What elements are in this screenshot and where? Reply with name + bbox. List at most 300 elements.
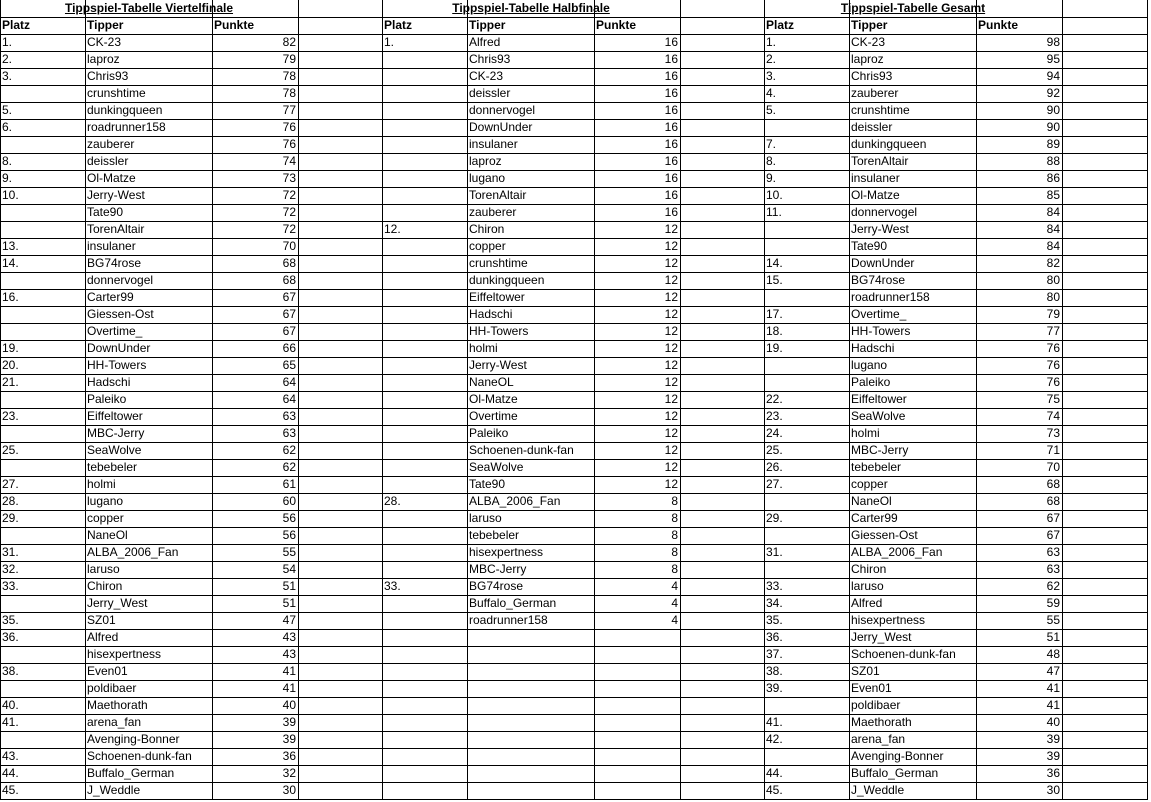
rank-cell: 43. — [2, 749, 19, 763]
tipper-cell: lugano — [87, 494, 124, 508]
tipper-cell: SeaWolve — [87, 443, 142, 457]
rank-cell — [382, 68, 467, 85]
rank-cell: 44. — [2, 766, 19, 780]
points-cell: 39 — [1046, 732, 1060, 746]
points-cell: 80 — [1046, 290, 1060, 304]
rank-cell — [0, 391, 85, 408]
tipper-cell: Hadschi — [851, 341, 895, 355]
points-cell: 8 — [671, 511, 678, 525]
points-cell: 68 — [1046, 494, 1060, 508]
rank-cell: 11. — [766, 205, 782, 219]
rank-cell — [764, 289, 849, 306]
points-cell: 84 — [1046, 222, 1060, 236]
points-cell: 12 — [664, 256, 678, 270]
table-title: Tippspiel-Tabelle Gesamt — [840, 1, 986, 15]
points-cell: 94 — [1046, 69, 1060, 83]
points-cell: 12 — [664, 375, 678, 389]
column-header-tipper: Tipper — [469, 18, 506, 32]
tipper-cell: deissler — [469, 86, 511, 100]
tipper-cell: MBC-Jerry — [851, 443, 909, 457]
tipper-cell: Chiron — [469, 222, 505, 236]
column-header-punkte: Punkte — [214, 18, 255, 32]
points-cell: 16 — [664, 171, 678, 185]
points-cell: 32 — [282, 766, 296, 780]
tipper-cell: Tate90 — [87, 205, 124, 219]
rank-cell — [382, 340, 467, 357]
tipper-cell: HH-Towers — [469, 324, 529, 338]
points-cell: 12 — [664, 324, 678, 338]
points-cell: 73 — [1046, 426, 1060, 440]
tipper-cell: ALBA_2006_Fan — [87, 545, 179, 559]
rank-cell: 23. — [2, 409, 19, 423]
rank-cell: 19. — [766, 341, 783, 355]
points-cell: 82 — [1046, 256, 1060, 270]
points-cell: 82 — [282, 35, 296, 49]
points-cell: 16 — [664, 154, 678, 168]
points-cell: 88 — [1046, 154, 1060, 168]
tipper-cell: tebebeler — [469, 528, 520, 542]
points-cell: 41 — [282, 681, 296, 695]
rank-cell — [382, 595, 467, 612]
rank-cell: 9. — [766, 171, 777, 185]
tipper-cell: BG74rose — [469, 579, 524, 593]
points-cell: 12 — [664, 222, 678, 236]
tipper-cell: tebebeler — [851, 460, 902, 474]
points-cell: 8 — [671, 494, 678, 508]
rank-cell: 33. — [2, 579, 19, 593]
points-cell: 47 — [282, 613, 296, 627]
points-cell: 90 — [1046, 120, 1060, 134]
tipper-cell: SZ01 — [851, 664, 880, 678]
points-cell: 40 — [1046, 715, 1060, 729]
tipper-cell: Jerry_West — [851, 630, 912, 644]
rank-cell: 38. — [766, 664, 783, 678]
points-cell: 8 — [671, 562, 678, 576]
tipper-cell: HH-Towers — [87, 358, 147, 372]
tipper-cell: DownUnder — [87, 341, 151, 355]
tipper-cell: Ol-Matze — [851, 188, 900, 202]
points-cell: 63 — [1046, 562, 1060, 576]
rank-cell: 2. — [766, 52, 777, 66]
tipper-cell: hisexpertness — [87, 647, 162, 661]
points-cell: 77 — [1046, 324, 1060, 338]
tipper-cell: lugano — [469, 171, 506, 185]
points-cell: 74 — [282, 154, 296, 168]
points-cell: 4 — [671, 579, 678, 593]
tipper-cell: Chiron — [87, 579, 123, 593]
points-cell: 90 — [1046, 103, 1060, 117]
points-cell: 72 — [282, 222, 296, 236]
points-cell: 78 — [282, 69, 296, 83]
rank-cell: 41. — [766, 715, 783, 729]
tipper-cell: MBC-Jerry — [87, 426, 145, 440]
points-cell: 80 — [1046, 273, 1060, 287]
rank-cell — [764, 748, 849, 765]
tipper-cell: NaneOl — [851, 494, 892, 508]
rank-cell — [382, 136, 467, 153]
tipper-cell: BG74rose — [851, 273, 906, 287]
points-cell: 39 — [282, 732, 296, 746]
points-cell: 67 — [282, 307, 296, 321]
rank-cell — [382, 289, 467, 306]
rank-cell: 22. — [766, 392, 783, 406]
rank-cell — [0, 425, 85, 442]
rank-cell — [382, 442, 467, 459]
tipper-cell: donnervogel — [469, 103, 536, 117]
rank-cell: 13. — [2, 239, 19, 253]
tipper-cell: Alfred — [851, 596, 883, 610]
tipper-cell: Avenging-Bonner — [851, 749, 944, 763]
points-cell: 72 — [282, 205, 296, 219]
tipper-cell: laruso — [469, 511, 502, 525]
rank-cell — [382, 51, 467, 68]
points-cell: 12 — [664, 443, 678, 457]
rank-cell: 5. — [2, 103, 13, 117]
tipper-cell: copper — [469, 239, 506, 253]
points-cell: 12 — [664, 341, 678, 355]
points-cell: 12 — [664, 273, 678, 287]
rank-cell: 3. — [766, 69, 777, 83]
points-cell: 56 — [282, 511, 296, 525]
tipper-cell: poldibaer — [87, 681, 137, 695]
points-cell: 85 — [1046, 188, 1060, 202]
points-cell: 8 — [671, 528, 678, 542]
points-cell: 12 — [664, 239, 678, 253]
points-cell: 36 — [282, 749, 296, 763]
points-cell: 12 — [664, 290, 678, 304]
tipper-cell: J_Weddle — [851, 783, 905, 797]
tipper-cell: SZ01 — [87, 613, 116, 627]
points-cell: 56 — [282, 528, 296, 542]
tipper-cell: DownUnder — [851, 256, 915, 270]
points-cell: 12 — [664, 307, 678, 321]
tipper-cell: zauberer — [851, 86, 899, 100]
rank-cell: 27. — [2, 477, 19, 491]
rank-cell: 25. — [2, 443, 19, 457]
points-cell: 54 — [282, 562, 296, 576]
tipper-cell: CK-23 — [851, 35, 886, 49]
tipper-cell: Chris93 — [851, 69, 893, 83]
tipper-cell: MBC-Jerry — [469, 562, 527, 576]
tipper-cell: roadrunner158 — [87, 120, 166, 134]
rank-cell — [764, 357, 849, 374]
points-cell: 84 — [1046, 205, 1060, 219]
tipper-cell: Eiffeltower — [469, 290, 525, 304]
tipper-cell: Schoenen-dunk-fan — [851, 647, 956, 661]
rank-cell: 25. — [766, 443, 783, 457]
rank-cell — [764, 561, 849, 578]
points-cell: 40 — [282, 698, 296, 712]
tipper-cell: arena_fan — [87, 715, 142, 729]
points-cell: 16 — [664, 120, 678, 134]
points-cell: 30 — [1046, 783, 1060, 797]
rank-cell: 8. — [766, 154, 777, 168]
rank-cell: 28. — [384, 494, 401, 508]
points-cell: 41 — [1046, 698, 1060, 712]
tipper-cell: crunshtime — [469, 256, 528, 270]
tipper-cell: Schoenen-dunk-fan — [87, 749, 192, 763]
rank-cell: 44. — [766, 766, 783, 780]
rank-cell: 8. — [2, 154, 13, 168]
rank-cell — [382, 510, 467, 527]
tipper-cell: tebebeler — [87, 460, 138, 474]
tipper-cell: deissler — [851, 120, 893, 134]
points-cell: 95 — [1046, 52, 1060, 66]
tipper-cell: Overtime_ — [851, 307, 907, 321]
tipper-cell: Even01 — [851, 681, 892, 695]
tipper-cell: Overtime — [469, 409, 518, 423]
tipper-cell: zauberer — [87, 137, 135, 151]
rank-cell: 1. — [384, 35, 395, 49]
column-header-tipper: Tipper — [87, 18, 124, 32]
points-cell: 86 — [1046, 171, 1060, 185]
points-cell: 16 — [664, 188, 678, 202]
points-cell: 16 — [664, 52, 678, 66]
tipper-cell: insulaner — [87, 239, 136, 253]
rank-cell — [382, 408, 467, 425]
rank-cell: 12. — [384, 222, 401, 236]
rank-cell: 14. — [766, 256, 783, 270]
rank-cell: 31. — [766, 545, 783, 559]
points-cell: 43 — [282, 630, 296, 644]
tipper-cell: ALBA_2006_Fan — [469, 494, 561, 508]
rank-cell: 45. — [766, 783, 783, 797]
tipper-cell: holmi — [469, 341, 498, 355]
tipper-cell: Maethorath — [851, 715, 912, 729]
tipper-cell: Jerry-West — [851, 222, 909, 236]
rank-cell: 41. — [2, 715, 19, 729]
rank-cell — [382, 170, 467, 187]
column-header-platz: Platz — [384, 18, 413, 32]
rank-cell: 29. — [2, 511, 19, 525]
points-cell: 43 — [282, 647, 296, 661]
rank-cell — [382, 85, 467, 102]
rank-cell — [764, 697, 849, 714]
points-cell: 61 — [282, 477, 296, 491]
column-header-platz: Platz — [766, 18, 795, 32]
rank-cell — [0, 680, 85, 697]
tipper-cell: Tate90 — [469, 477, 506, 491]
table-title: Tippspiel-Tabelle Viertelfinale — [64, 1, 234, 15]
tipper-cell: NaneOl — [87, 528, 128, 542]
points-cell: 68 — [282, 273, 296, 287]
tipper-cell: Paleiko — [851, 375, 891, 389]
rank-cell: 16. — [2, 290, 19, 304]
rank-cell: 31. — [2, 545, 19, 559]
points-cell: 71 — [1046, 443, 1060, 457]
rank-cell: 34. — [766, 596, 783, 610]
rank-cell: 14. — [2, 256, 19, 270]
rank-cell: 23. — [766, 409, 783, 423]
rank-cell — [382, 204, 467, 221]
points-cell: 67 — [1046, 528, 1060, 542]
tipper-cell: lugano — [851, 358, 888, 372]
rank-cell — [0, 221, 85, 238]
points-cell: 60 — [282, 494, 296, 508]
points-cell: 62 — [282, 443, 296, 457]
points-cell: 74 — [1046, 409, 1060, 423]
tipper-cell: Carter99 — [851, 511, 898, 525]
points-cell: 76 — [282, 137, 296, 151]
points-cell: 47 — [1046, 664, 1060, 678]
rank-cell: 18. — [766, 324, 783, 338]
rank-cell — [382, 323, 467, 340]
points-cell: 55 — [1046, 613, 1060, 627]
points-cell: 77 — [282, 103, 296, 117]
points-cell: 78 — [282, 86, 296, 100]
points-cell: 68 — [1046, 477, 1060, 491]
tipper-cell: insulaner — [469, 137, 518, 151]
points-cell: 36 — [1046, 766, 1060, 780]
tipper-cell: J_Weddle — [87, 783, 141, 797]
tipper-cell: Jerry-West — [87, 188, 145, 202]
rank-cell — [382, 357, 467, 374]
tipper-cell: dunkingqueen — [87, 103, 163, 117]
points-cell: 63 — [1046, 545, 1060, 559]
rank-cell — [0, 527, 85, 544]
rank-cell — [0, 646, 85, 663]
tipper-cell: TorenAltair — [469, 188, 527, 202]
points-cell: 63 — [282, 426, 296, 440]
rank-cell — [764, 221, 849, 238]
points-cell: 98 — [1046, 35, 1060, 49]
points-cell: 12 — [664, 409, 678, 423]
points-cell: 30 — [282, 783, 296, 797]
points-cell: 41 — [1046, 681, 1060, 695]
rank-cell: 33. — [766, 579, 783, 593]
tipper-cell: holmi — [87, 477, 116, 491]
rank-cell: 37. — [766, 647, 783, 661]
rank-cell — [764, 119, 849, 136]
rank-cell: 33. — [384, 579, 401, 593]
tipper-cell: Chiron — [851, 562, 887, 576]
tipper-cell: Giessen-Ost — [851, 528, 918, 542]
points-cell: 12 — [664, 477, 678, 491]
points-cell: 12 — [664, 392, 678, 406]
rank-cell: 28. — [2, 494, 19, 508]
rank-cell — [382, 476, 467, 493]
column-header-tipper: Tipper — [851, 18, 888, 32]
tipper-cell: insulaner — [851, 171, 900, 185]
points-cell: 16 — [664, 205, 678, 219]
rank-cell: 19. — [2, 341, 19, 355]
points-cell: 4 — [671, 613, 678, 627]
rank-cell — [0, 136, 85, 153]
points-cell: 12 — [664, 426, 678, 440]
rank-cell — [382, 561, 467, 578]
rank-cell — [382, 391, 467, 408]
rank-cell: 1. — [2, 35, 13, 49]
points-cell: 51 — [1046, 630, 1060, 644]
points-cell: 59 — [1046, 596, 1060, 610]
points-cell: 66 — [282, 341, 296, 355]
rank-cell — [0, 459, 85, 476]
tipper-cell: dunkingqueen — [851, 137, 927, 151]
points-cell: 51 — [282, 579, 296, 593]
column-header-platz: Platz — [2, 18, 31, 32]
rank-cell — [764, 527, 849, 544]
tipper-cell: crunshtime — [851, 103, 910, 117]
points-cell: 39 — [1046, 749, 1060, 763]
tipper-cell: Hadschi — [87, 375, 131, 389]
tipper-cell: Giessen-Ost — [87, 307, 154, 321]
rank-cell — [382, 425, 467, 442]
tipper-cell: NaneOL — [469, 375, 514, 389]
tipper-cell: Jerry_West — [87, 596, 148, 610]
points-cell: 70 — [282, 239, 296, 253]
rank-cell — [0, 595, 85, 612]
points-cell: 67 — [282, 290, 296, 304]
points-cell: 72 — [282, 188, 296, 202]
tipper-cell: BG74rose — [87, 256, 142, 270]
points-cell: 12 — [664, 358, 678, 372]
rank-cell: 27. — [766, 477, 783, 491]
tipper-cell: ALBA_2006_Fan — [851, 545, 943, 559]
rank-cell — [382, 544, 467, 561]
rank-cell: 24. — [766, 426, 783, 440]
points-cell: 16 — [664, 69, 678, 83]
rank-cell: 42. — [766, 732, 783, 746]
rank-cell: 2. — [2, 52, 13, 66]
rank-cell: 21. — [2, 375, 19, 389]
tipper-cell: Chris93 — [469, 52, 511, 66]
points-cell: 55 — [282, 545, 296, 559]
points-cell: 73 — [282, 171, 296, 185]
rank-cell: 10. — [766, 188, 783, 202]
points-cell: 76 — [282, 120, 296, 134]
tipper-cell: Chris93 — [87, 69, 129, 83]
tipper-cell: laproz — [469, 154, 502, 168]
rank-cell: 35. — [766, 613, 783, 627]
tipper-cell: laruso — [87, 562, 120, 576]
points-cell: 76 — [1046, 341, 1060, 355]
points-cell: 65 — [282, 358, 296, 372]
tipper-cell: HH-Towers — [851, 324, 911, 338]
tipper-cell: Ol-Matze — [87, 171, 136, 185]
tipper-cell: Overtime_ — [87, 324, 143, 338]
tipper-cell: arena_fan — [851, 732, 906, 746]
points-cell: 64 — [282, 392, 296, 406]
tipper-cell: SeaWolve — [469, 460, 524, 474]
rank-cell — [382, 153, 467, 170]
tipper-cell: Alfred — [87, 630, 119, 644]
tipper-cell: dunkingqueen — [469, 273, 545, 287]
tipper-cell: poldibaer — [851, 698, 901, 712]
tipper-cell: hisexpertness — [851, 613, 926, 627]
tipper-cell: Even01 — [87, 664, 128, 678]
rank-cell: 36. — [2, 630, 19, 644]
rank-cell: 9. — [2, 171, 13, 185]
points-cell: 79 — [282, 52, 296, 66]
column-header-punkte: Punkte — [596, 18, 637, 32]
tipper-cell: donnervogel — [851, 205, 918, 219]
rank-cell — [764, 238, 849, 255]
points-cell: 89 — [1046, 137, 1060, 151]
tipper-cell: Paleiko — [469, 426, 509, 440]
rank-cell: 45. — [2, 783, 19, 797]
points-cell: 92 — [1046, 86, 1060, 100]
tipper-cell: roadrunner158 — [851, 290, 930, 304]
rank-cell: 15. — [766, 273, 783, 287]
rank-cell — [0, 272, 85, 289]
rank-cell — [382, 238, 467, 255]
rank-cell — [0, 323, 85, 340]
points-cell: 39 — [282, 715, 296, 729]
rank-cell — [382, 102, 467, 119]
tipper-cell: Eiffeltower — [87, 409, 143, 423]
rank-cell — [0, 306, 85, 323]
tipper-cell: crunshtime — [87, 86, 146, 100]
